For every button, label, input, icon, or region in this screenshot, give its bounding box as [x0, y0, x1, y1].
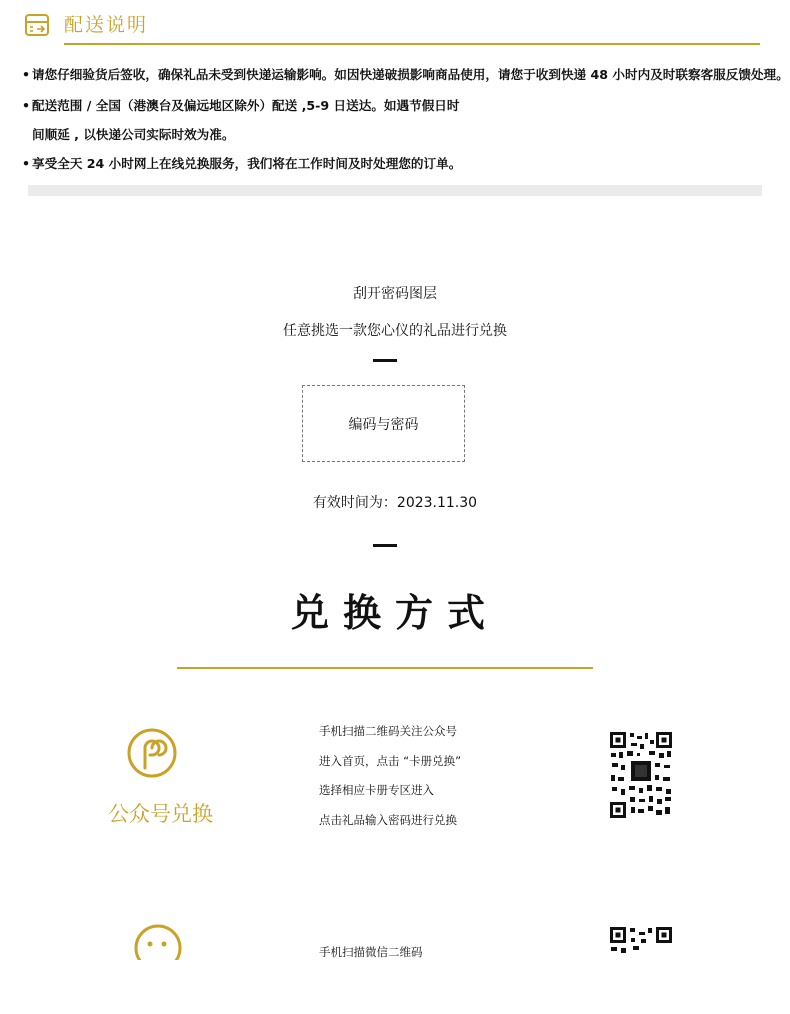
delivery-bullet-1: • 请您仔细验货后签收，确保礼品未受到快递运输影响。如因快递破损影响商品使用，请您于收到快递 48 小时内及时联察客服反馈处理。: [22, 67, 789, 82]
step-text: 点击礼品输入密码进行兑换: [319, 813, 457, 827]
delivery-bullet-2-cont: 间顺延 , 以快递公司实际时效为准。: [32, 127, 235, 142]
validity-text: 有效时间为：2023.11.30: [312, 495, 478, 511]
code-box-label: 编码与密码: [348, 416, 419, 433]
code-password-box: [302, 385, 465, 462]
delivery-bullet-2: • 配送范围 / 全国（港澳台及偏远地区除外）配送 ,5-9 日送达。如遇节假日时: [22, 98, 460, 113]
step-text: 进入首页，点击 “卡册兑换”: [319, 754, 462, 768]
delivery-title: 配送说明: [64, 14, 149, 36]
dash-divider: [373, 544, 397, 547]
qr-code-image: [609, 926, 673, 1014]
dash-divider: [373, 359, 397, 362]
method-label-official-account: 公众号兑换: [108, 802, 213, 826]
step-text: 手机扫描微信二维码: [319, 945, 423, 959]
redeem-title: 兑换方式: [290, 591, 499, 635]
qr-code-image: [609, 731, 673, 819]
section-separator: [28, 185, 762, 196]
mini-program-icon: [132, 920, 184, 960]
wechat-official-account-icon: [126, 723, 178, 783]
scratch-instruction: 刮开密码图层: [353, 286, 437, 302]
delivery-bullet-3: • 享受全天 24 小时网上在线兑换服务，我们将在工作时间及时处理您的订单。: [22, 156, 462, 171]
step-text: 手机扫描二维码关注公众号: [319, 724, 457, 738]
step-text: 选择相应卡册专区进入: [319, 783, 434, 797]
redeem-divider: [177, 667, 593, 669]
bullet-text: 享受全天 24 小时网上在线兑换服务，我们将在工作时间及时处理您的订单。: [32, 156, 462, 171]
package-box-icon: [24, 12, 50, 38]
delivery-divider: [64, 43, 760, 45]
bullet-text: 配送范围 / 全国（港澳台及偏远地区除外）配送 ,5-9 日送达。如遇节假日时: [32, 98, 460, 113]
pick-gift-instruction: 任意挑选一款您心仪的礼品进行兑换: [283, 323, 507, 339]
bullet-text: 请您仔细验货后签收，确保礼品未受到快递运输影响。如因快递破损影响商品使用，请您于收到快递 48 小时内及时联察客服反馈处理。: [32, 67, 789, 82]
